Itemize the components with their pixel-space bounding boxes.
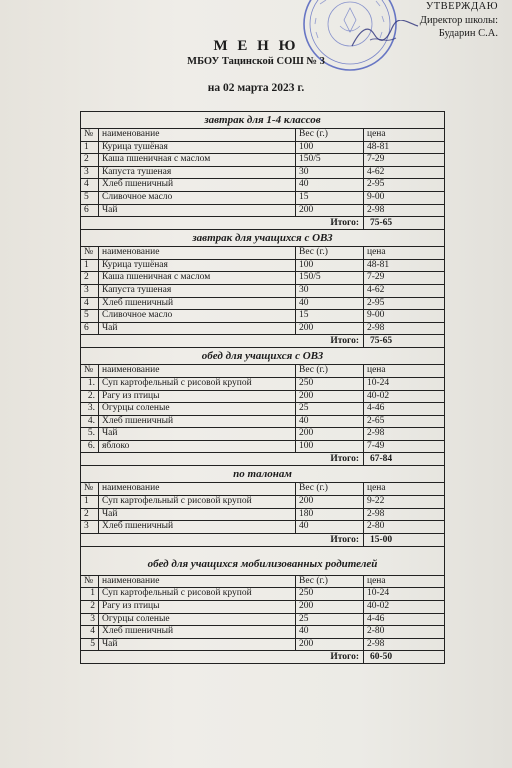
- table-row: [81, 285, 444, 298]
- dish-name: Огурцы соленые: [99, 403, 296, 415]
- dish-weight: 40: [296, 298, 364, 310]
- total-label: Итого:: [81, 217, 364, 229]
- table-row: [81, 179, 444, 192]
- approval-title: УТВЕРЖДАЮ: [425, 1, 498, 12]
- dish-name: Каша пшеничная с маслом: [99, 154, 296, 166]
- table-row: [81, 521, 444, 534]
- row-number: 6: [81, 323, 99, 335]
- dish-price: 2-98: [367, 428, 385, 439]
- column-header-num: №: [81, 483, 99, 495]
- row-number: 1.: [81, 378, 99, 390]
- dish-weight: 40: [296, 416, 364, 428]
- row-number: 6: [81, 205, 99, 217]
- dish-price: 10-24: [367, 377, 390, 388]
- approval-position: Директор школы:: [419, 15, 498, 26]
- dish-weight: 100: [296, 260, 364, 272]
- row-number: 3: [81, 285, 99, 297]
- row-number: 5: [81, 310, 99, 322]
- dish-price: 2-95: [367, 297, 385, 308]
- table-header-row: [81, 576, 444, 589]
- dish-price: 2-80: [367, 521, 385, 532]
- row-number: 3.: [81, 403, 99, 415]
- column-header-num: №: [81, 129, 99, 141]
- total-label: Итого:: [81, 335, 364, 347]
- dish-name: Курица тушёная: [99, 142, 296, 154]
- dish-price: 2-65: [367, 415, 385, 426]
- section-title: завтрак для учащихся с ОВЗ: [81, 230, 444, 247]
- table-row: [81, 310, 444, 323]
- row-number: 5: [81, 639, 99, 651]
- dish-price: 7-29: [367, 154, 385, 165]
- table-row: [81, 260, 444, 273]
- dish-price: 2-98: [367, 204, 385, 215]
- total-row: [81, 217, 444, 230]
- table-row: [81, 391, 444, 404]
- table-row: [81, 416, 444, 429]
- dish-name: Суп картофельный с рисовой крупой: [99, 496, 296, 508]
- table-row: [81, 272, 444, 285]
- dish-weight: 250: [296, 378, 364, 390]
- dish-weight: 200: [296, 601, 364, 613]
- dish-price: 2-98: [367, 638, 385, 649]
- total-value: 60-50: [370, 652, 393, 663]
- table-row: [81, 403, 444, 416]
- table-row: [81, 588, 444, 601]
- dish-name: Хлеб пшеничный: [99, 521, 296, 533]
- table-row: [81, 323, 444, 336]
- dish-name: Рагу из птицы: [99, 391, 296, 403]
- dish-name: Чай: [99, 428, 296, 440]
- total-value: 75-65: [370, 336, 393, 347]
- dish-price: 9-00: [367, 191, 385, 202]
- approval-block: [420, 0, 498, 40]
- total-row: [81, 651, 444, 664]
- dish-weight: 200: [296, 205, 364, 217]
- row-number: 3: [81, 614, 99, 626]
- row-number: 1: [81, 588, 99, 600]
- column-header-price: цена: [367, 129, 386, 139]
- table-row: [81, 142, 444, 155]
- row-number: 2: [81, 601, 99, 613]
- table-header-row: [81, 483, 444, 496]
- row-number: 6.: [81, 441, 99, 453]
- dish-weight: 40: [296, 521, 364, 533]
- row-number: 5: [81, 192, 99, 204]
- total-label: Итого:: [81, 534, 364, 546]
- approval-name: Бударин С.А.: [438, 28, 498, 39]
- dish-name: Чай: [99, 509, 296, 521]
- table-row: [81, 509, 444, 522]
- table-row: [81, 167, 444, 180]
- dish-price: 40-02: [367, 390, 390, 401]
- column-header-weight: Вес (г.): [296, 247, 364, 259]
- dish-price: 2-95: [367, 179, 385, 190]
- table-row: [81, 154, 444, 167]
- total-label: Итого:: [81, 651, 364, 663]
- dish-weight: 100: [296, 142, 364, 154]
- dish-weight: 25: [296, 614, 364, 626]
- row-number: 2: [81, 272, 99, 284]
- table-row: [81, 298, 444, 311]
- table-row: [81, 614, 444, 627]
- menu-table: [80, 111, 445, 664]
- dish-name: Сливочное масло: [99, 192, 296, 204]
- dish-name: Суп картофельный с рисовой крупой: [99, 378, 296, 390]
- row-number: 2.: [81, 391, 99, 403]
- column-header-weight: Вес (г.): [296, 129, 364, 141]
- dish-weight: 30: [296, 285, 364, 297]
- row-number: 2: [81, 509, 99, 521]
- total-value: 75-65: [370, 218, 393, 229]
- total-row: [81, 534, 444, 547]
- dish-weight: 15: [296, 310, 364, 322]
- dish-weight: 100: [296, 441, 364, 453]
- dish-name: Хлеб пшеничный: [99, 416, 296, 428]
- school-name: МБОУ Тацинской СОШ № 3: [187, 56, 325, 67]
- dish-weight: 180: [296, 509, 364, 521]
- table-header-row: [81, 129, 444, 142]
- row-number: 4.: [81, 416, 99, 428]
- dish-weight: 150/5: [296, 272, 364, 284]
- column-header-weight: Вес (г.): [296, 576, 364, 588]
- total-row: [81, 453, 444, 466]
- total-value: 15-00: [370, 534, 393, 545]
- column-header-name: наименование: [99, 129, 296, 141]
- column-header-weight: Вес (г.): [296, 365, 364, 377]
- row-number: 3: [81, 167, 99, 179]
- dish-name: Огурцы соленые: [99, 614, 296, 626]
- column-header-name: наименование: [99, 483, 296, 495]
- table-header-row: [81, 247, 444, 260]
- dish-price: 2-98: [367, 508, 385, 519]
- dish-weight: 200: [296, 391, 364, 403]
- section-title: по талонам: [81, 466, 444, 483]
- table-row: [81, 192, 444, 205]
- dish-weight: 150/5: [296, 154, 364, 166]
- dish-price: 4-62: [367, 166, 385, 177]
- dish-name: Хлеб пшеничный: [99, 298, 296, 310]
- table-row: [81, 441, 444, 454]
- column-header-name: наименование: [99, 247, 296, 259]
- dish-weight: 40: [296, 626, 364, 638]
- column-header-price: цена: [367, 365, 386, 376]
- column-header-num: №: [81, 365, 99, 377]
- dish-price: 4-46: [367, 613, 385, 624]
- column-header-price: цена: [367, 483, 386, 494]
- table-header-row: [81, 365, 444, 378]
- row-number: 4: [81, 179, 99, 191]
- column-header-weight: Вес (г.): [296, 483, 364, 495]
- dish-price: 10-24: [367, 588, 390, 599]
- dish-price: 9-22: [367, 496, 385, 507]
- table-row: [81, 205, 444, 218]
- dish-price: 4-46: [367, 403, 385, 414]
- dish-name: Сливочное масло: [99, 310, 296, 322]
- dish-weight: 200: [296, 428, 364, 440]
- dish-name: Чай: [99, 639, 296, 651]
- dish-price: 48-81: [367, 259, 390, 270]
- dish-weight: 30: [296, 167, 364, 179]
- row-number: 3: [81, 521, 99, 533]
- table-row: [81, 496, 444, 509]
- column-header-num: №: [81, 576, 99, 588]
- dish-price: 4-62: [367, 284, 385, 295]
- section-title: обед для учащихся с ОВЗ: [81, 348, 444, 365]
- dish-name: Каша пшеничная с маслом: [99, 272, 296, 284]
- dish-name: яблоко: [99, 441, 296, 453]
- dish-price: 48-81: [367, 141, 390, 152]
- table-row: [81, 626, 444, 639]
- dish-weight: 15: [296, 192, 364, 204]
- dish-weight: 40: [296, 179, 364, 191]
- row-number: 1: [81, 496, 99, 508]
- row-number: 1: [81, 260, 99, 272]
- dish-name: Хлеб пшеничный: [99, 626, 296, 638]
- section-title: завтрак для 1-4 классов: [81, 112, 444, 129]
- dish-name: Капуста тушеная: [99, 167, 296, 179]
- dish-weight: 200: [296, 639, 364, 651]
- menu-title: М Е Н Ю: [213, 38, 299, 54]
- dish-name: Рагу из птицы: [99, 601, 296, 613]
- dish-weight: 25: [296, 403, 364, 415]
- table-row: [81, 428, 444, 441]
- dish-name: Капуста тушеная: [99, 285, 296, 297]
- column-header-price: цена: [367, 247, 386, 258]
- dish-price: 2-80: [367, 626, 385, 637]
- dish-price: 7-29: [367, 272, 385, 283]
- table-row: [81, 639, 444, 652]
- row-number: 1: [81, 142, 99, 154]
- row-number: 4: [81, 298, 99, 310]
- dish-weight: 200: [296, 323, 364, 335]
- table-row: [81, 378, 444, 391]
- table-row: [81, 601, 444, 614]
- section-title: обед для учащихся мобилизованных родителей: [81, 547, 444, 576]
- total-value: 67-84: [370, 454, 393, 465]
- dish-price: 40-02: [367, 601, 390, 612]
- dish-name: Суп картофельный с рисовой крупой: [99, 588, 296, 600]
- row-number: 5.: [81, 428, 99, 440]
- row-number: 2: [81, 154, 99, 166]
- column-header-name: наименование: [99, 576, 296, 588]
- dish-name: Чай: [99, 205, 296, 217]
- total-label: Итого:: [81, 453, 364, 465]
- dish-name: Хлеб пшеничный: [99, 179, 296, 191]
- menu-date: на 02 марта 2023 г.: [207, 82, 305, 94]
- column-header-price: цена: [367, 575, 386, 586]
- dish-name: Чай: [99, 323, 296, 335]
- dish-weight: 200: [296, 496, 364, 508]
- dish-price: 9-00: [367, 310, 385, 321]
- row-number: 4: [81, 626, 99, 638]
- column-header-name: наименование: [99, 365, 296, 377]
- dish-weight: 250: [296, 588, 364, 600]
- dish-price: 7-49: [367, 440, 385, 451]
- total-row: [81, 335, 444, 348]
- column-header-num: №: [81, 247, 99, 259]
- dish-name: Курица тушёная: [99, 260, 296, 272]
- dish-price: 2-98: [367, 322, 385, 333]
